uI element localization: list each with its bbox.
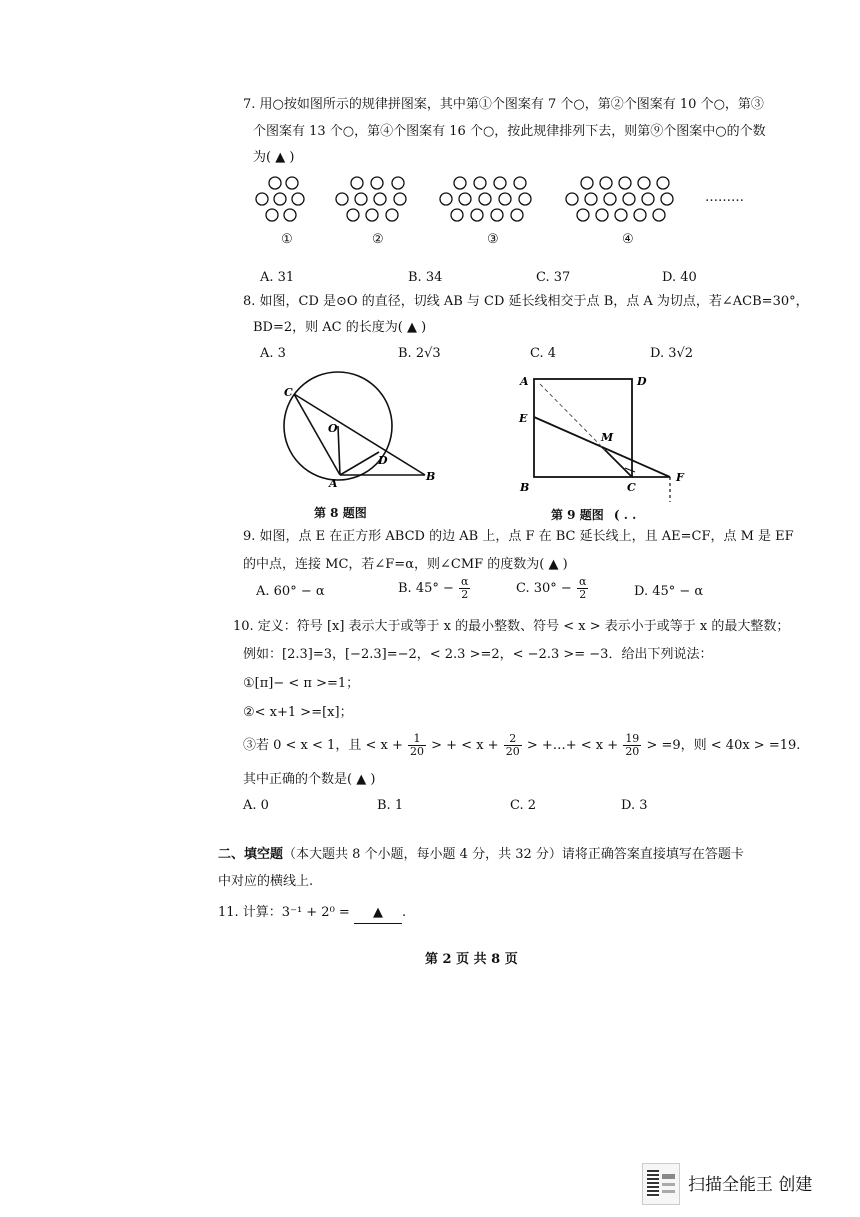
q9-line2: 的中点，连接 MC，若∠F=α，则∠CMF 的度数为( ▲ ) [243,557,568,572]
q10-statement-3 [243,733,800,758]
pattern-label-4: ④ [622,232,634,247]
q9-option-b-frac: $\frac{\alpha}{2}$ [461,575,469,601]
section-2-title: 二、填空题 [218,847,284,862]
fig8-label-o: O [328,422,338,435]
section-2-heading [218,845,744,865]
fig9-label-f: F [676,471,684,484]
q9-option-c-frac: $\frac{\alpha}{2}$ [578,575,587,601]
q9-figure-caption-text: 第 9 题图 [551,508,604,522]
pattern-4 [566,177,673,221]
q11-text: 11. 计算：3⁻¹ + 2⁰ = [218,905,350,920]
q7-option-b: B. 34 [408,270,443,285]
pattern-ellipsis: ……… [705,190,744,205]
s3-part-c: > +…+ < x + [526,738,619,753]
q9-option-c-text: C. 30° − [516,581,572,596]
section-2-desc: （本大题共 8 个小题，每小题 4 分，共 32 分）请将正确答案直接填写在答题卡 [283,847,744,862]
fig8-label-b: B [426,470,436,483]
scanner-watermark: 扫描全能王 创建 [688,1175,813,1195]
pattern-2 [336,177,406,221]
q8-option-c: C. 4 [530,346,557,361]
q9-figure-caption [551,506,636,523]
fig9-label-b: B [520,481,530,494]
fig9-label-a: A [520,375,529,388]
q11-end: . [401,905,407,920]
q9-option-d: D. 45° − α [634,584,704,599]
s3-frac-1: $\frac{1}{20}$ [409,732,424,758]
fig8-label-a: A [329,477,338,490]
s3-part-b: > + < x + [431,738,499,753]
q10-option-b: B. 1 [377,798,404,813]
q10-option-a: A. 0 [243,798,269,813]
fig9-label-c: C [627,481,636,494]
fig8-label-d: D [378,454,388,467]
fig9-label-e: E [519,412,528,425]
q9-line1: 9. 如图，点 E 在正方形 ABCD 的边 AB 上，点 F 在 BC 延长线上，且 AE=CF，点 M 是 EF [243,529,794,544]
q7-line1: 7. 用○按如图所示的规律拼图案，其中第①个图案有 7 个○，第②个图案有 10 个○，第③ [243,97,764,112]
q11-answer-blank: ▲ [354,903,402,924]
q7-option-d: D. 40 [662,270,697,285]
pattern-1 [256,177,304,221]
q9-figure-caption-extra: ( . . [613,508,637,522]
q9-figure [515,370,695,510]
q7-line2: 个图案有 13 个○，第④个图案有 16 个○，按此规律排列下去，则第⑨个图案中○的个数 [253,124,766,139]
q9-option-b-text: B. 45° − [398,581,454,596]
q10-line1: 10. 定义：符号 [x] 表示大于或等于 x 的最小整数、符号 < x > 表示小于或等于 x 的最大整数； [233,619,790,634]
q10-ask: 其中正确的个数是( ▲ ) [243,772,376,787]
q10-line2: 例如：[2.3]=3，[−2.3]=−2，< 2.3 >=2，< −2.3 >= −3．给出下列说法： [243,647,713,662]
q7-option-a: A. 31 [260,270,295,285]
q8-option-a: A. 3 [260,346,286,361]
q8-option-d: D. 3√2 [650,346,694,361]
pattern-label-1: ① [281,232,293,247]
fig8-label-c: C [284,386,293,399]
q8-line1: 8. 如图，CD 是⊙O 的直径，切线 AB 与 CD 延长线相交于点 B，点 A 为切点，若∠ACB=30°， [243,294,809,309]
q10-statement-1: ①[π]− < π >=1； [243,676,360,691]
s3-frac-3: $\frac{19}{20}$ [625,732,640,758]
pattern-label-3: ③ [487,232,499,247]
fig9-label-d: D [637,375,647,388]
q8-line2: BD=2，则 AC 的长度为( ▲ ) [253,320,427,335]
pattern-3 [440,177,531,221]
q10-option-d: D. 3 [621,798,648,813]
pattern-label-2: ② [372,232,384,247]
q7-option-c: C. 37 [536,270,571,285]
q9-option-a: A. 60° − α [256,584,325,599]
s3-part-d: > =9，则 < 40x > =19. [646,738,801,753]
s3-part-a: ③若 0 < x < 1，且 < x + [243,738,403,753]
q10-option-c: C. 2 [510,798,537,813]
page-footer: 第 2 页 共 8 页 [425,952,518,967]
q7-pattern-figure [250,172,770,252]
fig9-label-m: M [601,431,614,444]
q7-line3: 为( ▲ ) [253,150,295,165]
scanner-logo-icon [642,1163,680,1205]
q10-statement-2: ②< x+1 >=[x]； [243,705,353,720]
section-2-desc-2: 中对应的横线上. [218,874,314,889]
q8-option-b: B. 2√3 [398,346,441,361]
q8-figure-caption: 第 8 题图 [314,506,367,520]
q11 [218,903,406,924]
q9-option-c [516,576,589,601]
q8-figure [280,368,460,488]
s3-frac-2: $\frac{2}{20}$ [505,732,520,758]
q9-option-b [398,576,471,601]
